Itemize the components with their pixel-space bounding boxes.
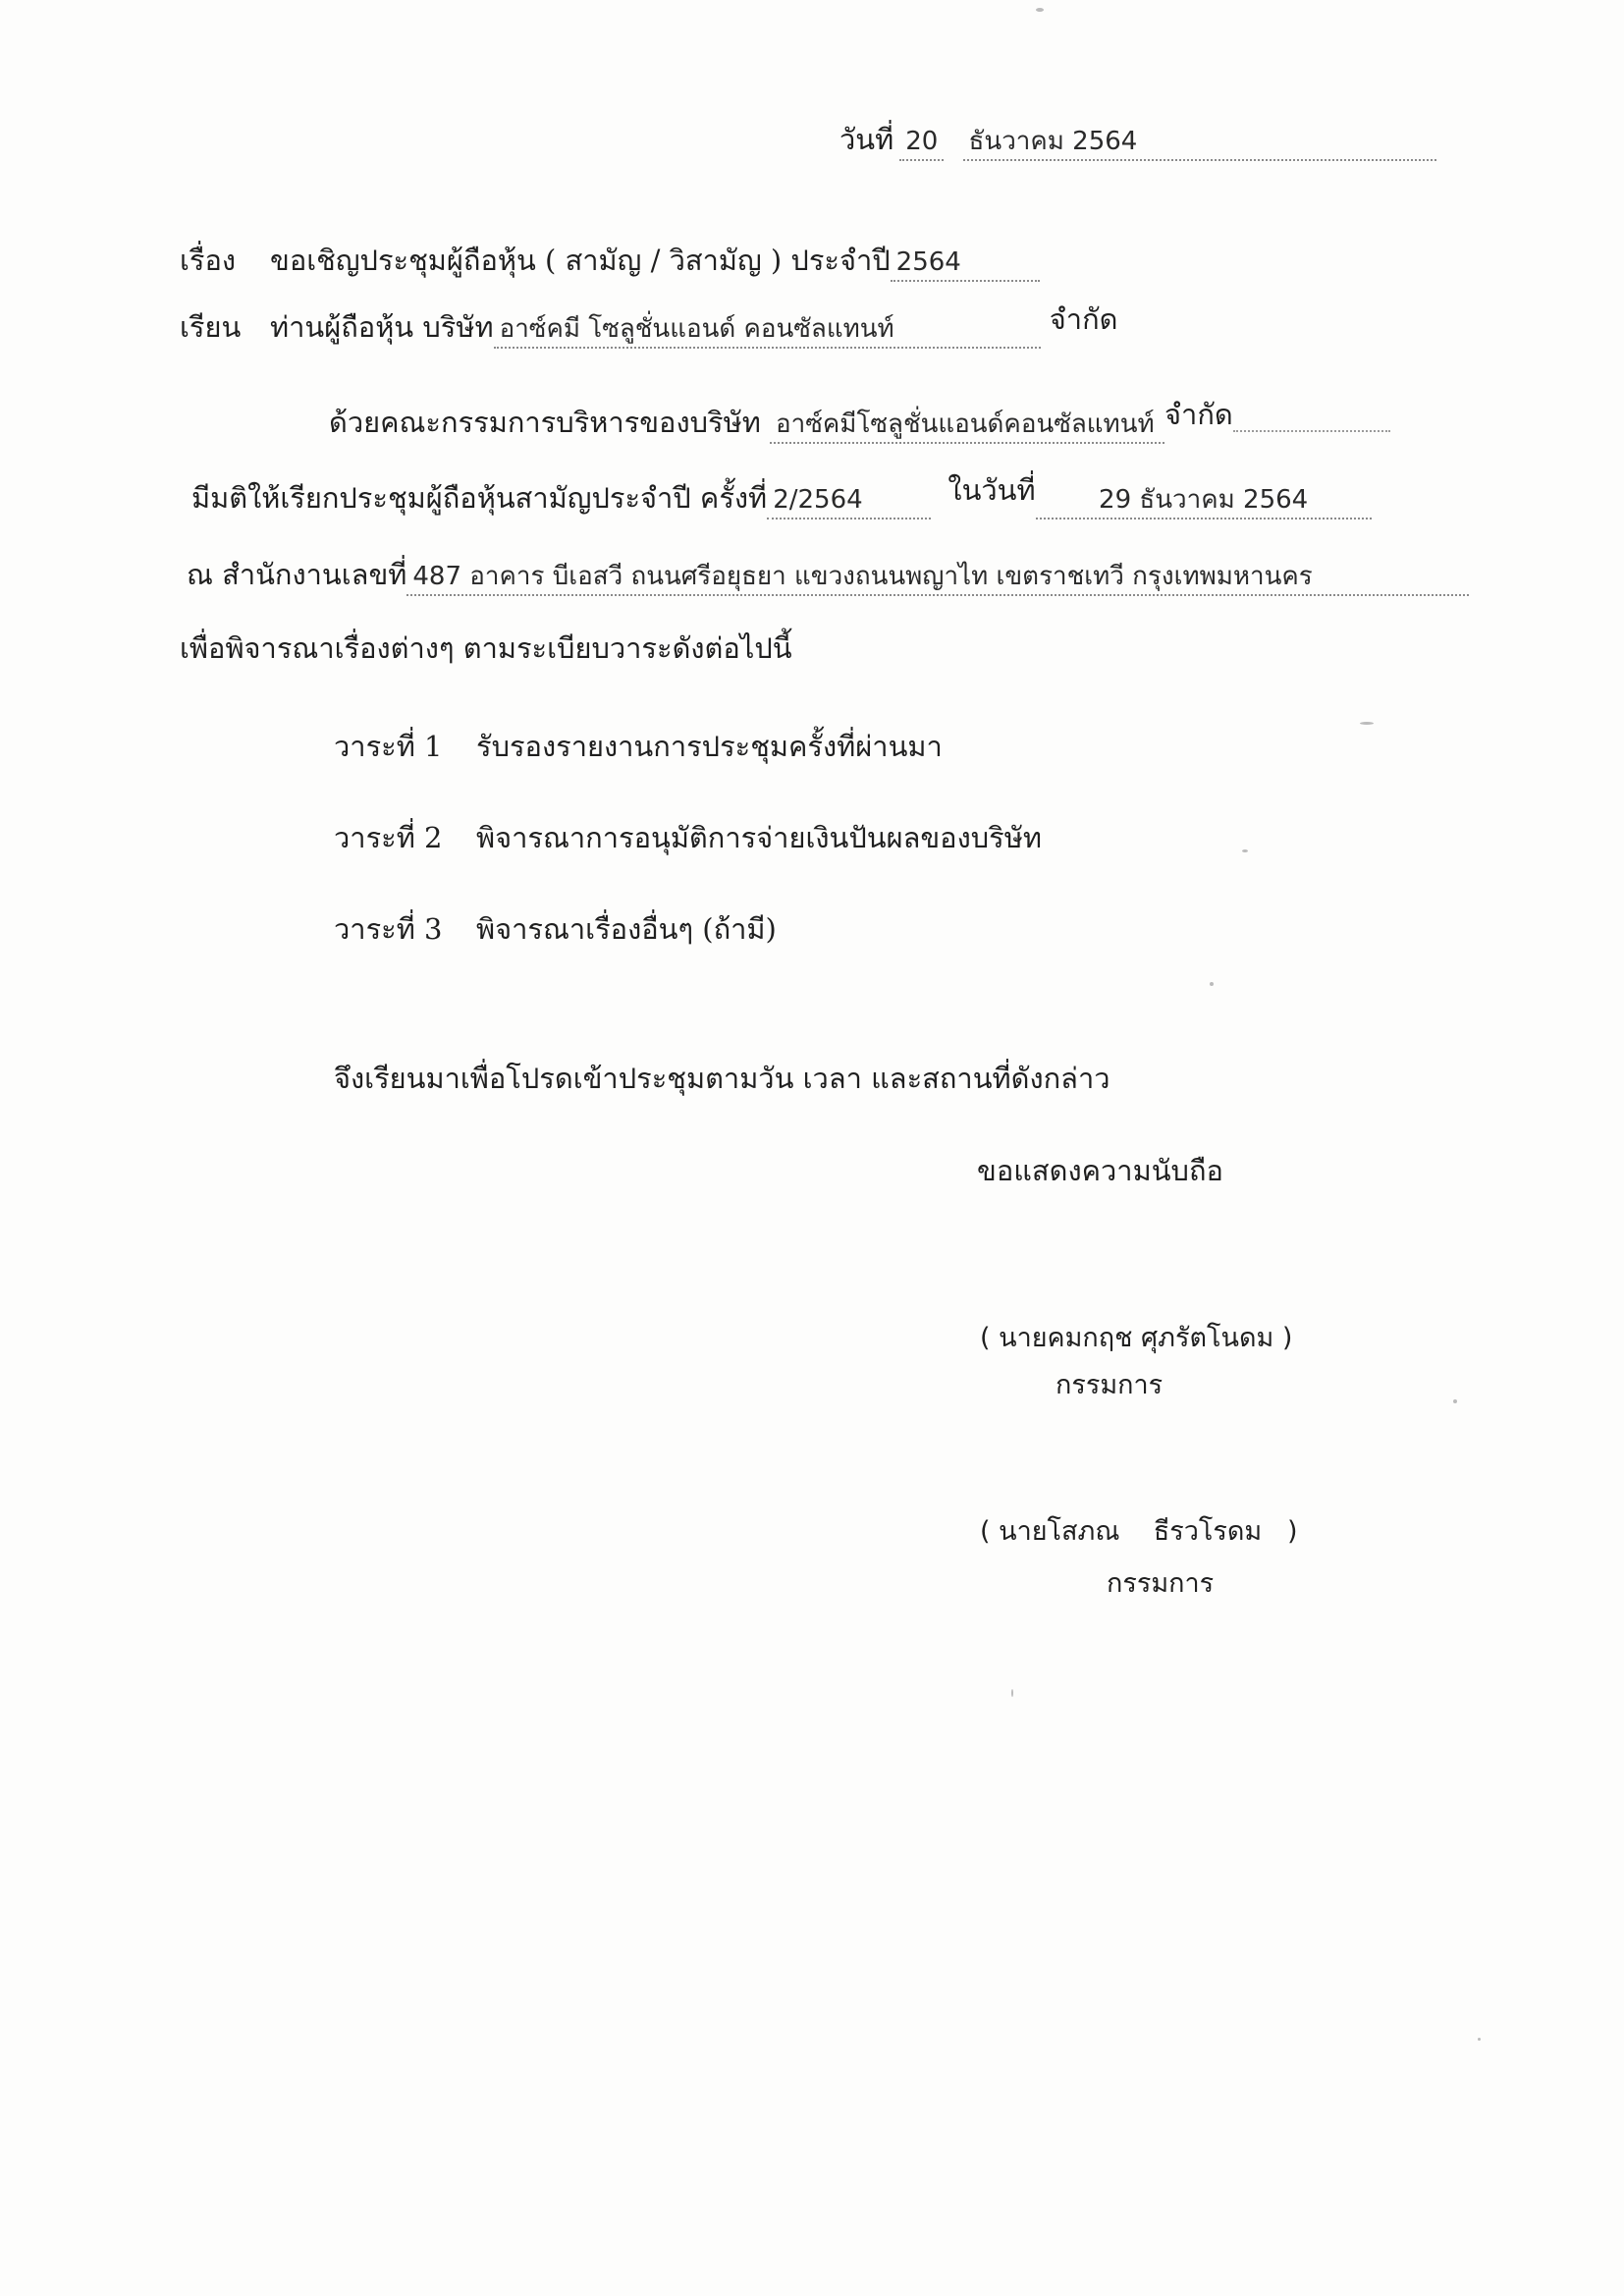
scan-speck — [1036, 8, 1044, 12]
body-line2-prefix: มีมติให้เรียกประชุมผู้ถือหุ้นสามัญประจำปี ครั้งที่ — [191, 481, 768, 515]
body-line-4 — [180, 629, 792, 668]
scan-speck — [1453, 1399, 1457, 1403]
signatory-1-title: กรรมการ — [1056, 1370, 1164, 1400]
body-line1-company: อาซ์คมีโซลูชั่นแอนด์คอนซัลแทนท์ — [770, 409, 1164, 444]
body-line2-mid: ในวันที่ — [947, 473, 1036, 507]
agenda-item-2 — [334, 818, 1042, 857]
scan-speck — [1242, 849, 1248, 852]
subject-text: ขอเชิญประชุมผู้ถือหุ้น ( สามัญ / วิสามัญ ) ประจำปี — [270, 244, 891, 277]
scan-speck — [1478, 2038, 1481, 2041]
body-line-2 — [191, 473, 1372, 519]
to-prefix: ท่านผู้ถือหุ้น บริษัท — [270, 310, 494, 344]
to-suffix: จำกัด — [1049, 302, 1118, 336]
agenda-3-number: วาระที่ 3 — [334, 912, 443, 946]
scan-speck — [1210, 982, 1214, 986]
signatory-1-name: ( นายคมกฤช ศุภรัตโนดม ) — [980, 1323, 1293, 1353]
date-label: วันที่ — [839, 123, 894, 156]
subject-year: 2564 — [891, 246, 1040, 282]
body-line3-prefix: ณ สำนักงานเลขที่ — [187, 558, 407, 591]
agenda-1-number: วาระที่ 1 — [334, 730, 443, 763]
scan-speck — [1011, 1689, 1013, 1697]
date-month-year: ธันวาคม 2564 — [963, 126, 1436, 161]
meeting-number: 2/2564 — [767, 484, 931, 519]
agenda-item-3 — [334, 909, 777, 949]
to-line — [180, 302, 1118, 349]
meeting-date: 29 ธันวาคม 2564 — [1036, 484, 1372, 519]
closing-invite — [334, 1059, 1110, 1098]
closing-invite-text: จึงเรียนมาเพื่อโปรดเข้าประชุมตามวัน เวลา และสถานที่ดังกล่าว — [334, 1062, 1110, 1095]
closing-regards — [977, 1151, 1223, 1190]
date-line — [839, 120, 1436, 161]
agenda-3-text: พิจารณาเรื่องอื่นๆ (ถ้ามี) — [476, 912, 777, 946]
subject-label: เรื่อง — [180, 244, 237, 277]
body-line1-prefix: ด้วยคณะกรรมการบริหารของบริษัท — [329, 406, 761, 439]
date-day: 20 — [899, 126, 944, 161]
to-label: เรียน — [180, 310, 242, 344]
to-company: อาซ์คมี โซลูชั่นแอนด์ คอนซัลแทนท์ — [494, 313, 1041, 349]
body-line-3 — [187, 555, 1469, 596]
agenda-2-text: พิจารณาการอนุมัติการจ่ายเงินปันผลของบริษัท — [476, 821, 1042, 854]
agenda-1-text: รับรองรายงานการประชุมครั้งที่ผ่านมา — [476, 730, 943, 763]
body-line-1 — [329, 398, 1390, 444]
signatory-2-title: กรรมการ — [1107, 1568, 1215, 1599]
agenda-item-1 — [334, 727, 943, 766]
closing-regards-text: ขอแสดงความนับถือ — [977, 1154, 1223, 1187]
body-line1-suffix: จำกัด — [1164, 398, 1233, 431]
scan-speck — [1360, 722, 1374, 725]
subject-line — [180, 241, 1040, 282]
signatory-2-name: ( นายโสภณ ธีรวโรดม ) — [980, 1516, 1298, 1547]
office-address: 487 อาคาร บีเอสวี ถนนศรีอยุธยา แขวงถนนพญาไท เขตราชเทวี กรุงเทพมหานคร — [406, 561, 1469, 596]
agenda-2-number: วาระที่ 2 — [334, 821, 443, 854]
body-line1-dots — [1233, 410, 1390, 432]
body-line4-text: เพื่อพิจารณาเรื่องต่างๆ ตามระเบียบวาระดังต่อไปนี้ — [180, 631, 792, 665]
